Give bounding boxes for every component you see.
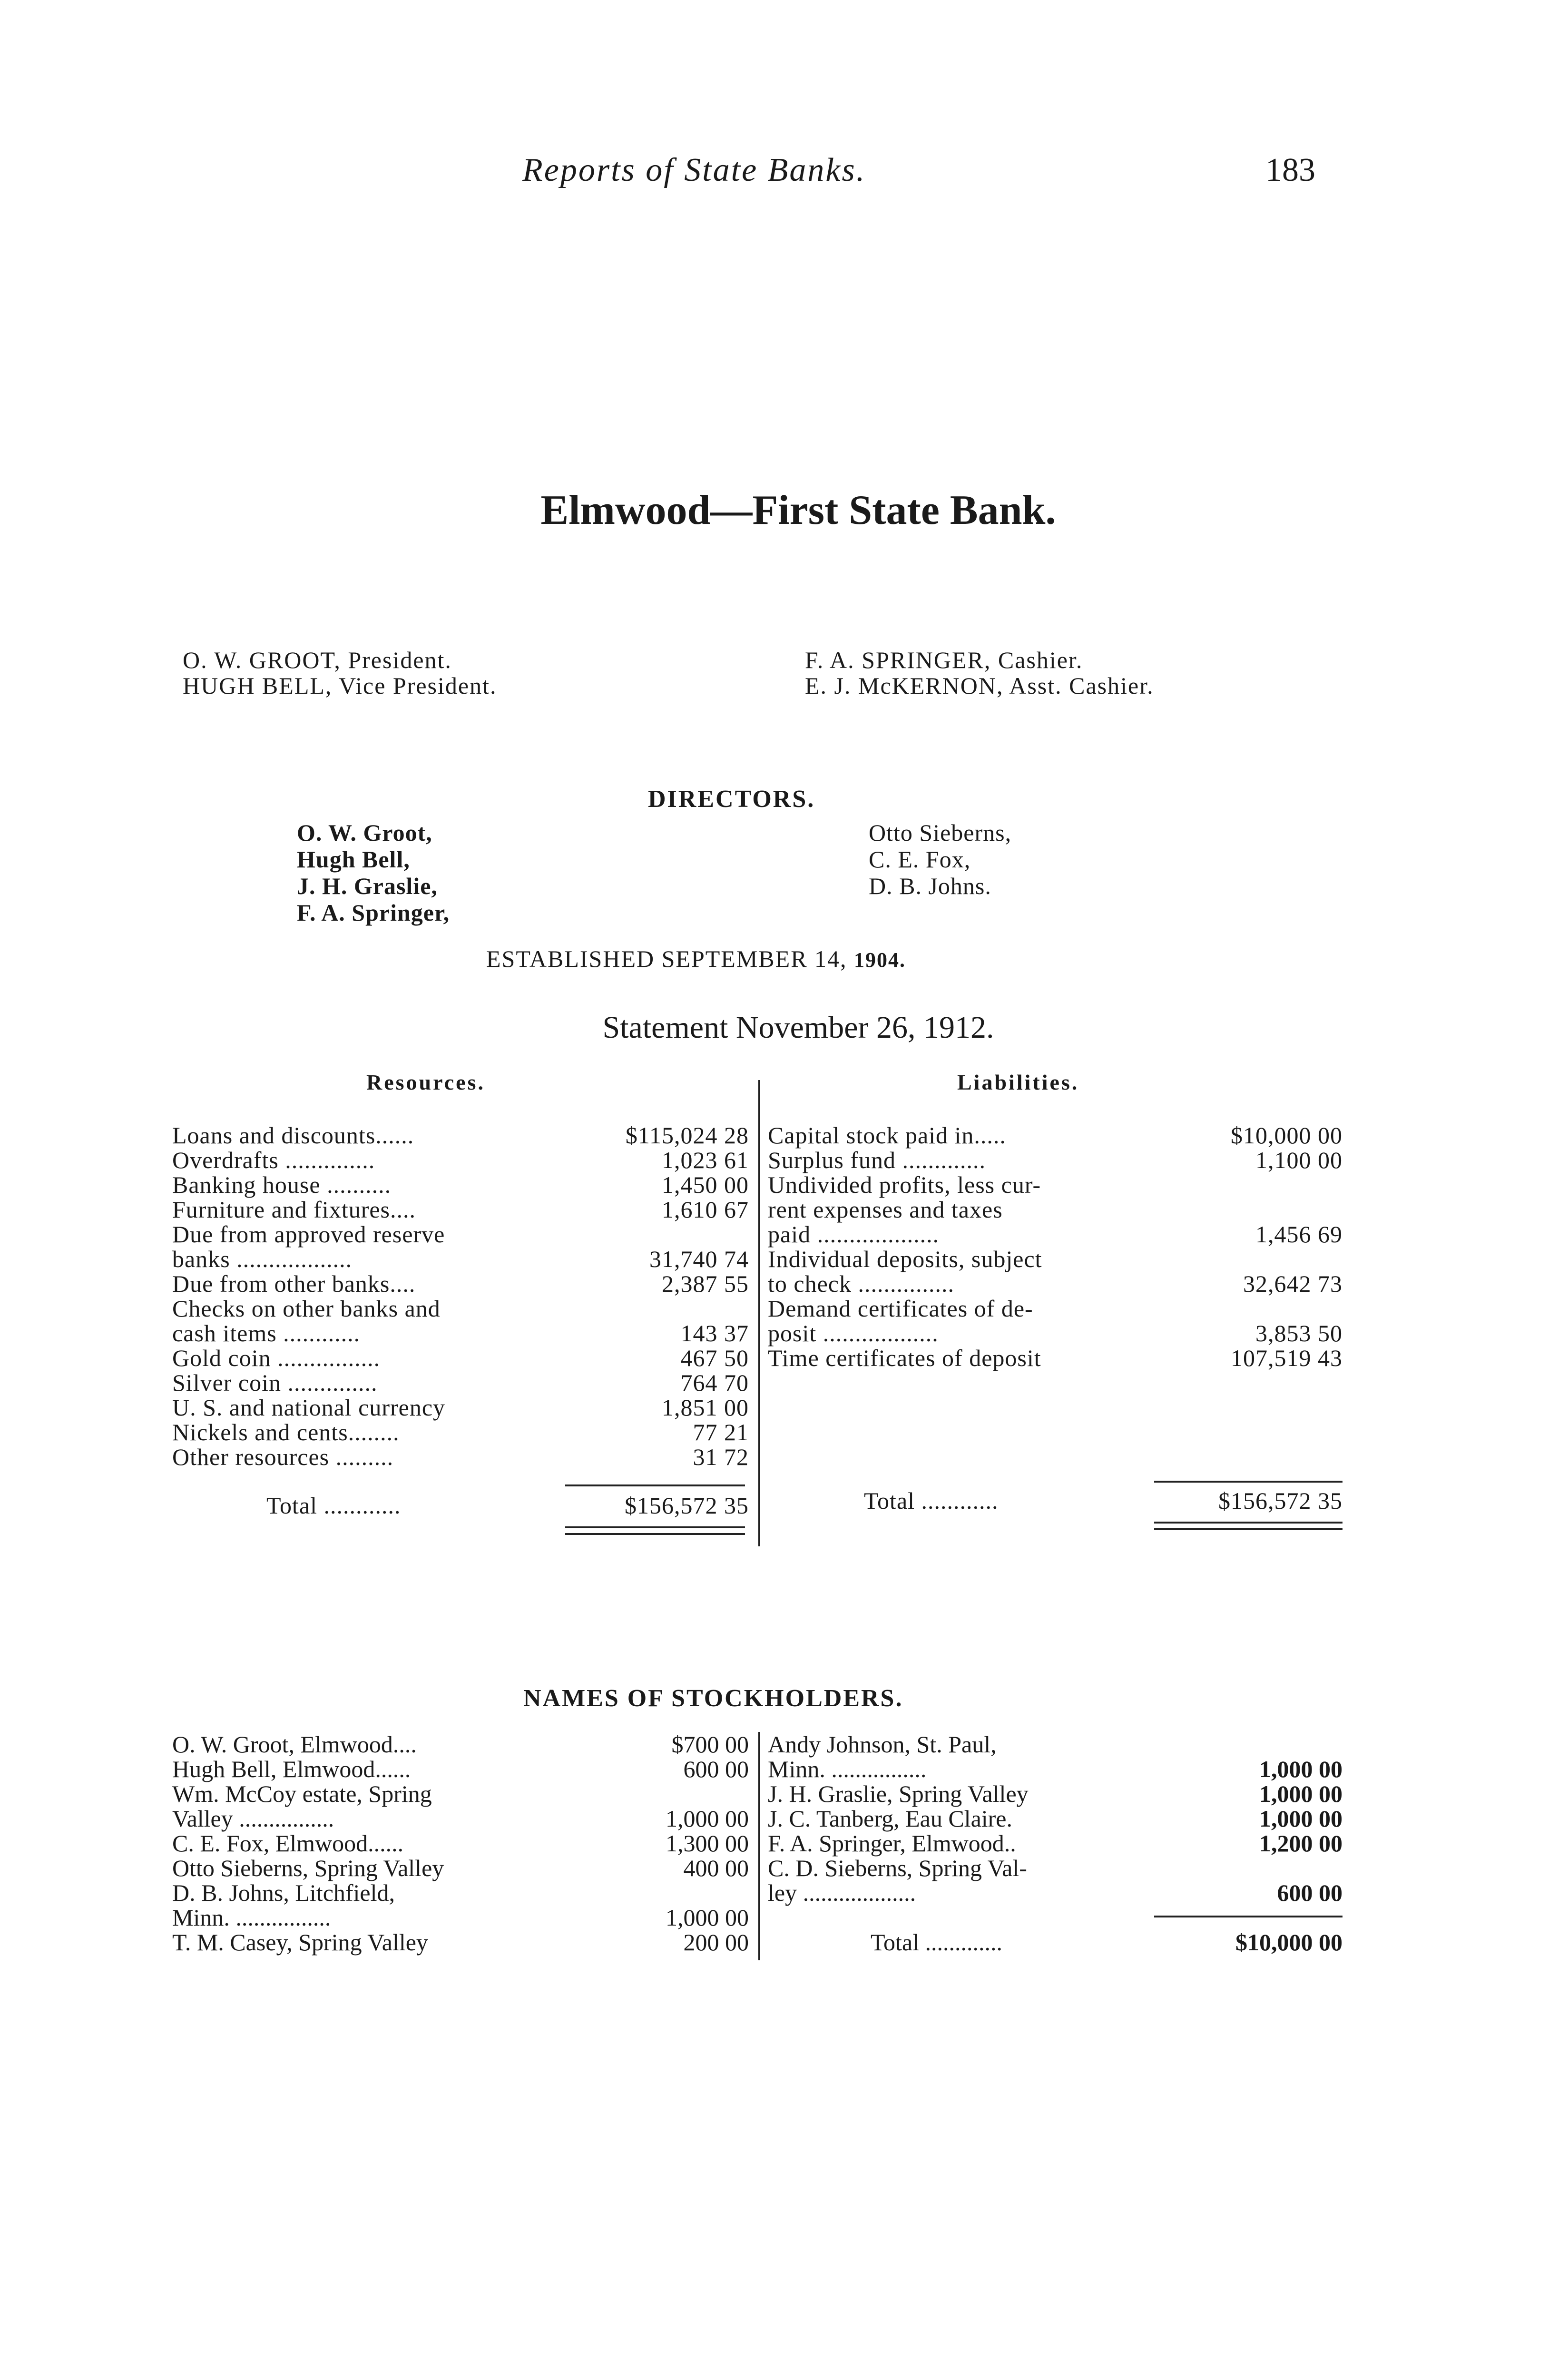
stockholder-name: Otto Sieberns, Spring Valley (172, 1855, 444, 1881)
resource-row (172, 1197, 749, 1222)
resource-row (172, 1222, 749, 1247)
stockholder-row (172, 1930, 749, 1955)
stockholder-row (768, 1856, 1343, 1880)
resources-double-rule-2 (565, 1533, 745, 1535)
liability-row (768, 1346, 1343, 1370)
resource-amount: 143 37 (680, 1320, 749, 1347)
running-head: Reports of State Banks. (522, 152, 866, 188)
liabilities-table (768, 1123, 1343, 1389)
resources-double-rule-1 (565, 1526, 745, 1528)
resource-row (172, 1395, 749, 1420)
stockholder-name: T. M. Casey, Spring Valley (172, 1929, 428, 1956)
stockholder-name: Wm. McCoy estate, Spring (172, 1780, 432, 1807)
director-left-3: J. H. Graslie, (297, 873, 438, 899)
resource-label: cash items ............ (172, 1320, 361, 1347)
stockholder-row (768, 1880, 1343, 1905)
liabilities-total-amount: $156,572 35 (1218, 1487, 1343, 1514)
officer-vice-president: HUGH BELL, Vice President. (183, 672, 497, 699)
resource-amount: 31 72 (693, 1444, 749, 1470)
stockholder-name: D. B. Johns, Litchfield, (172, 1879, 395, 1906)
resource-label: U. S. and national currency (172, 1394, 446, 1421)
stockholder-row (768, 1732, 1343, 1757)
resource-amount: 77 21 (693, 1419, 749, 1445)
resource-label: Overdrafts .............. (172, 1147, 375, 1173)
resource-amount: $115,024 28 (625, 1122, 749, 1149)
resource-row (172, 1370, 749, 1395)
stockholders-total-amount: $10,000 00 (1235, 1929, 1343, 1956)
resource-row (172, 1346, 749, 1370)
officer-cashier: F. A. SPRINGER, Cashier. (805, 647, 1083, 673)
stockholder-row (172, 1732, 749, 1757)
liabilities-total-rule (1154, 1481, 1343, 1483)
resource-label: Furniture and fixtures.... (172, 1196, 416, 1223)
director-left-1: O. W. Groot, (297, 819, 432, 846)
stockholder-name: J. C. Tanberg, Eau Claire. (768, 1805, 1012, 1832)
liability-label: to check ............... (768, 1270, 954, 1297)
stockholder-name: Minn. ................ (172, 1904, 331, 1931)
director-right-1: Otto Sieberns, (869, 819, 1012, 846)
liability-label: paid ................... (768, 1221, 940, 1248)
stockholder-amount: $700 00 (671, 1731, 749, 1758)
stockholder-row (172, 1806, 749, 1831)
resource-row (172, 1296, 749, 1321)
resource-amount: 764 70 (680, 1369, 749, 1396)
stockholder-name: ley ................... (768, 1879, 916, 1906)
page-number: 183 (1265, 152, 1315, 188)
stockholder-row (768, 1806, 1343, 1831)
stockholder-name: Andy Johnson, St. Paul, (768, 1731, 997, 1758)
resources-heading: Resources. (366, 1070, 485, 1094)
stockholders-left-list (172, 1732, 749, 1956)
resources-total-amount: $156,572 35 (625, 1492, 749, 1519)
liability-amount: 107,519 43 (1231, 1345, 1343, 1371)
resource-label: Silver coin .............. (172, 1369, 378, 1396)
stockholder-amount: 1,000 00 (666, 1904, 749, 1931)
liability-label: posit .................. (768, 1320, 939, 1347)
stockholder-row (768, 1831, 1343, 1856)
resource-row (172, 1148, 749, 1172)
stockholder-row (172, 1880, 749, 1905)
director-left-2: Hugh Bell, (297, 846, 410, 873)
resource-row (172, 1123, 749, 1148)
liability-label: Demand certificates of de- (768, 1295, 1033, 1322)
resource-row (172, 1271, 749, 1296)
liability-row (768, 1247, 1343, 1271)
resource-label: Nickels and cents........ (172, 1419, 400, 1445)
resource-row (172, 1247, 749, 1271)
resource-label: Banking house .......... (172, 1171, 392, 1198)
stockholders-divider (758, 1732, 760, 1960)
liability-amount: $10,000 00 (1231, 1122, 1343, 1149)
stockholder-name: F. A. Springer, Elmwood.. (768, 1830, 1016, 1857)
stockholders-total-rule (1154, 1916, 1343, 1917)
stockholder-amount: 400 00 (683, 1855, 749, 1881)
liability-label: Time certificates of deposit (768, 1345, 1041, 1371)
liability-row (768, 1321, 1343, 1346)
stockholder-row (172, 1757, 749, 1781)
stockholder-amount: 1,000 00 (666, 1805, 749, 1832)
liability-row (768, 1271, 1343, 1296)
stockholder-name: Minn. ................ (768, 1756, 927, 1782)
stockholder-amount: 1,000 00 (1259, 1805, 1343, 1832)
liability-label: Surplus fund ............. (768, 1147, 986, 1173)
resources-total-rule (565, 1484, 745, 1486)
stockholder-row (768, 1781, 1343, 1806)
stockholder-amount: 1,300 00 (666, 1830, 749, 1857)
liability-amount: 3,853 50 (1255, 1320, 1343, 1347)
resource-amount: 467 50 (680, 1345, 749, 1371)
stockholder-row (172, 1905, 749, 1930)
resource-label: Due from other banks.... (172, 1270, 416, 1297)
liability-amount: 32,642 73 (1243, 1270, 1343, 1297)
stockholder-row (172, 1781, 749, 1806)
resources-total-label: Total ............ (266, 1492, 401, 1519)
resource-label: Checks on other banks and (172, 1295, 441, 1322)
established-text: ESTABLISHED SEPTEMBER 14, (486, 945, 847, 972)
stockholder-name: Hugh Bell, Elmwood...... (172, 1756, 411, 1782)
stockholder-row (768, 1757, 1343, 1781)
resource-row (172, 1445, 749, 1469)
resource-label: Other resources ......... (172, 1444, 394, 1470)
stockholder-amount: 1,200 00 (1259, 1830, 1343, 1857)
liability-amount: 1,100 00 (1255, 1147, 1343, 1173)
liability-label: rent expenses and taxes (768, 1196, 1003, 1223)
stockholder-name: C. E. Fox, Elmwood...... (172, 1830, 404, 1857)
stockholder-name: C. D. Sieberns, Spring Val- (768, 1855, 1027, 1881)
resource-amount: 1,450 00 (662, 1171, 749, 1198)
liability-row (768, 1148, 1343, 1172)
directors-heading: DIRECTORS. (648, 786, 815, 813)
resource-row (172, 1172, 749, 1197)
resource-label: banks .................. (172, 1246, 353, 1272)
liability-label: Individual deposits, subject (768, 1246, 1042, 1272)
liability-row (768, 1222, 1343, 1247)
liability-row (768, 1197, 1343, 1222)
liability-row (768, 1172, 1343, 1197)
officer-asst-cashier: E. J. McKERNON, Asst. Cashier. (805, 672, 1154, 699)
established-line (486, 945, 906, 973)
liability-row (768, 1296, 1343, 1321)
bank-title: Elmwood—First State Bank. (540, 487, 1056, 533)
liability-amount: 1,456 69 (1255, 1221, 1343, 1248)
liability-row (768, 1123, 1343, 1148)
stockholder-amount: 1,000 00 (1259, 1780, 1343, 1807)
stockholder-amount: 600 00 (683, 1756, 749, 1782)
liabilities-heading: Liabilities. (957, 1070, 1079, 1094)
resource-label: Loans and discounts...... (172, 1122, 414, 1149)
stockholder-amount: 600 00 (1277, 1879, 1343, 1906)
director-left-4: F. A. Springer, (297, 899, 450, 926)
statement-title: Statement November 26, 1912. (602, 1010, 994, 1045)
resource-amount: 1,851 00 (662, 1394, 749, 1421)
director-right-3: D. B. Johns. (869, 873, 991, 899)
stockholders-right-list (768, 1732, 1343, 1908)
resource-row (172, 1321, 749, 1346)
resource-amount: 1,610 67 (662, 1196, 749, 1223)
liabilities-total-label: Total ............ (864, 1487, 999, 1514)
resource-label: Gold coin ................ (172, 1345, 381, 1371)
resource-amount: 1,023 61 (662, 1147, 749, 1173)
established-year: 1904. (854, 948, 906, 972)
liability-label: Capital stock paid in..... (768, 1122, 1006, 1149)
liability-label: Undivided profits, less cur- (768, 1171, 1041, 1198)
resources-table (172, 1123, 749, 1484)
stockholder-amount: 1,000 00 (1259, 1756, 1343, 1782)
officer-president: O. W. GROOT, President. (183, 647, 452, 673)
resource-amount: 2,387 55 (662, 1270, 749, 1297)
stockholder-name: O. W. Groot, Elmwood.... (172, 1731, 417, 1758)
column-divider (758, 1080, 760, 1546)
liabilities-double-rule-2 (1154, 1528, 1343, 1530)
stockholder-amount: 200 00 (683, 1929, 749, 1956)
liabilities-double-rule-1 (1154, 1522, 1343, 1524)
stockholders-total-label: Total ............. (871, 1929, 1003, 1956)
resource-amount: 31,740 74 (649, 1246, 749, 1272)
stockholders-heading: NAMES OF STOCKHOLDERS. (523, 1685, 903, 1712)
resource-label: Due from approved reserve (172, 1221, 445, 1248)
stockholder-row (172, 1856, 749, 1880)
stockholder-name: J. H. Graslie, Spring Valley (768, 1780, 1029, 1807)
resource-row (172, 1420, 749, 1445)
stockholder-row (172, 1831, 749, 1856)
director-right-2: C. E. Fox, (869, 846, 971, 873)
stockholder-name: Valley ................ (172, 1805, 334, 1832)
